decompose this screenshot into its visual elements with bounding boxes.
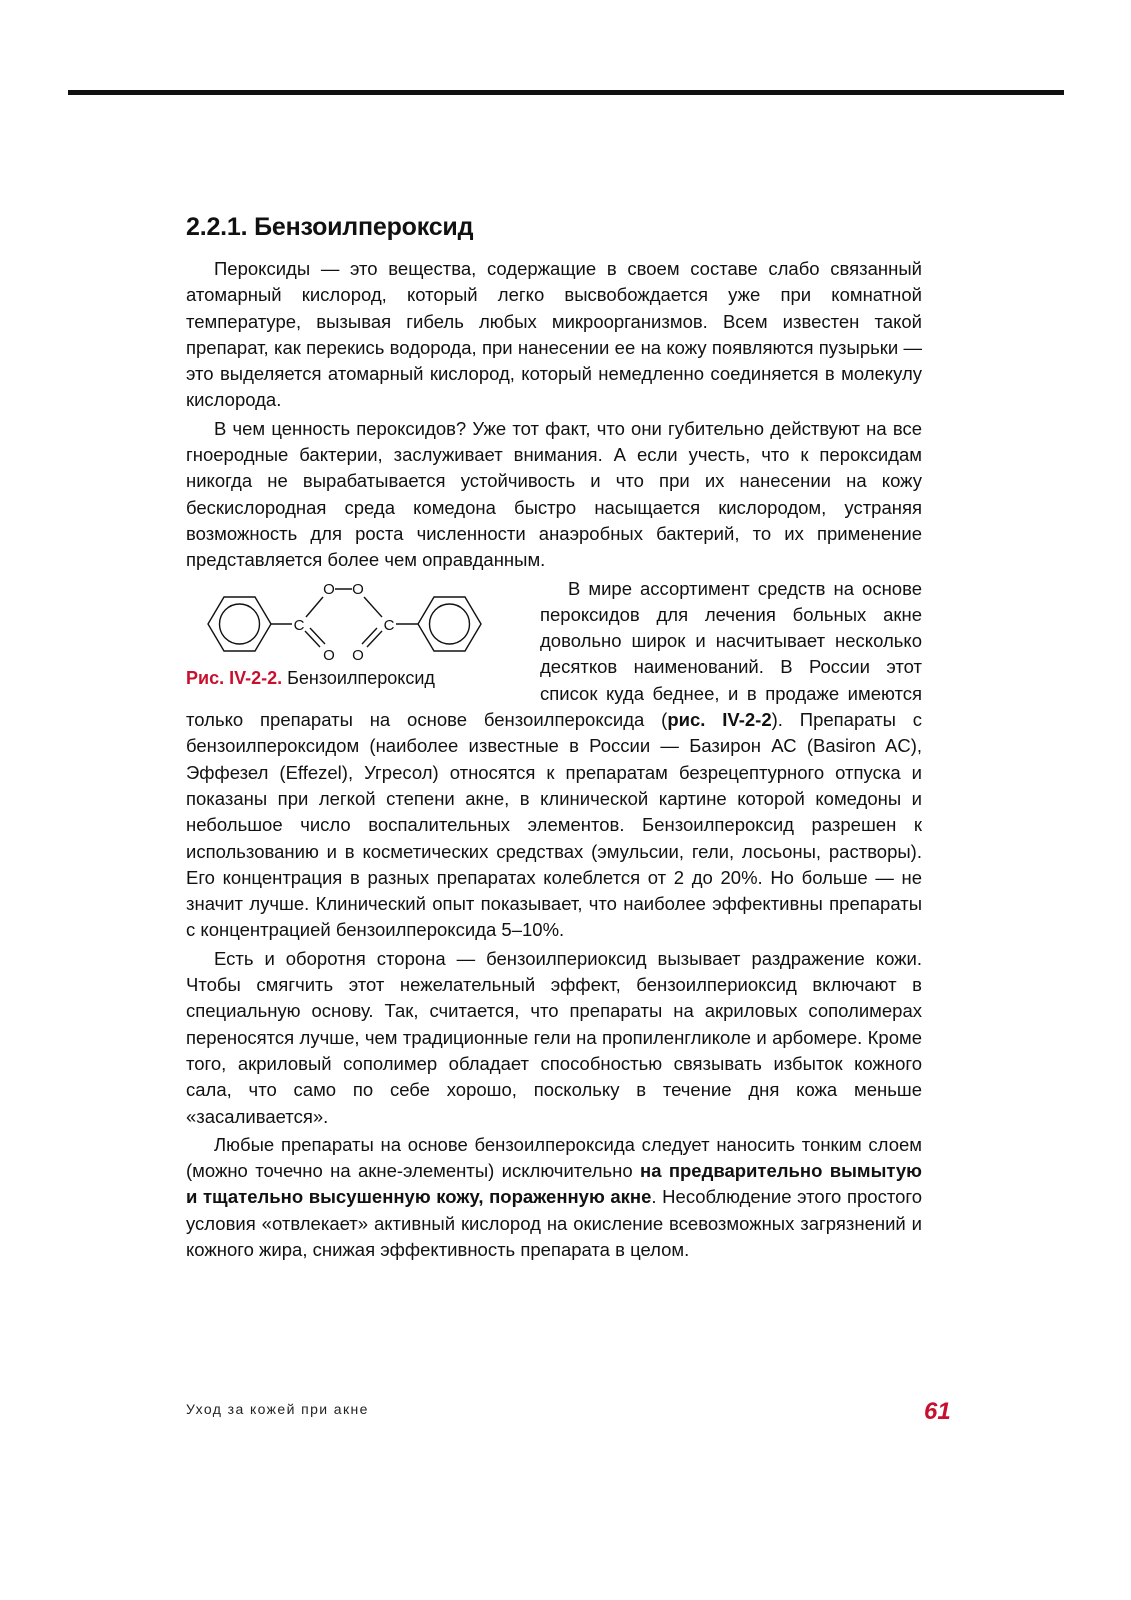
figure-caption [186, 666, 526, 690]
figure-reference[interactable]: рис. IV-2-2 [667, 709, 772, 731]
section-title: 2.2.1. Бензоилпероксид [186, 213, 474, 241]
left-benzene-ring [208, 597, 271, 651]
atom-o4: O [352, 646, 364, 662]
paragraph-3-start: В мире ассортимент средств на основе пероксидов для лечения больных акне довольно широк и насчитывает несколько десятков наименований. В России этот список куда беднее, и в продаже имеются только препараты на основе бензоилпероксида ( [186, 577, 922, 731]
figure-caption-text: Бензоилпероксид [282, 667, 435, 688]
page-number: 61 [924, 1398, 951, 1425]
atom-o3: O [323, 646, 335, 662]
paragraph-1: Пероксиды — это вещества, содержащие в своем составе слабо связанный атомарный кислород, который легко высвобождается уже при комнатной температуре, вызывая гибель любых микроорганизмов. Всем известен такой препарат, как перекись водорода, при нанесении ее на кожу появляются пузырьки — это выделяется атомарный кислород, который немедленно соединяется в молекулу кислорода. [186, 258, 922, 411]
footer-book-title: Уход за кожей при акне [186, 1401, 369, 1417]
paragraph-5-end: . Несоблюдение этого простого условия «отвлекает» активный кислород на окисление всевозможных загрязнений и кожного жира, снижая эффективность препарата в целом. [186, 1186, 923, 1260]
right-aromatic-circle [430, 604, 470, 644]
header-rule [68, 90, 1064, 95]
atom-o1: O [323, 580, 335, 598]
benzoyl-peroxide-structure [186, 580, 526, 662]
figure-benzoyl-peroxide [186, 580, 526, 690]
paragraph-5-start: Любые препараты на основе бензоилпероксида следует наносить тонким слоем (можно точечно на акне-элементы) исключительно [186, 1133, 922, 1182]
page-content [186, 212, 922, 1265]
paragraph-5-emphasis: на предварительно вымытую и тщательно высушенную кожу, пораженную акне [186, 1160, 922, 1208]
paragraph-2: В чем ценность пероксидов? Уже тот факт, что они губительно действуют на все гноеродные бактерии, заслуживает внимания. А если учесть, что к пероксидам никогда не вырабатывается устойчивость и что при их нанесении на кожу бескислородная среда комедона быстро насыщается кислородом, устраняя возможность для роста численности анаэробных бактерий, то их применение представляется более чем оправданным. [186, 417, 922, 571]
right-benzene-ring [418, 597, 481, 651]
atom-c2: C [383, 616, 395, 634]
atom-o2: O [352, 580, 364, 598]
figure-caption-label: Рис. IV-2-2. [186, 667, 283, 688]
paragraph-5 [186, 1132, 922, 1263]
atom-c1: C [293, 616, 305, 634]
paragraph-4: Есть и оборотня сторона — бензоилпериоксид вызывает раздражение кожи. Чтобы смягчить этот нежелательный эффект, бензоилпериоксид включают в специальную основу. Так, считается, что препараты на акриловых сополимерах переносятся лучше, чем традиционные гели на пропиленгликоле и арбомере. Кроме того, акриловый сополимер обладает способностью связывать избыток кожного сала, что само по себе хорошо, поскольку в течение дня кожа меньше «засаливается». [186, 947, 922, 1127]
left-aromatic-circle [220, 604, 260, 644]
paragraph-3-end: ). Препараты с бензоилпероксидом (наиболее известные в России — Базирон АС (Basiron AC), Эффезел (Effezel), Угресол) относятся к препаратам безрецептурного отпуска и показаны при легкой степени акне, в клинической картине которой комедоны и небольшое число воспалительных элементов. Бензоилпероксид разрешен к использованию и в косметических средствах (эмульсии, гели, лосьоны, растворы). Его концентрация в разных препаратах колеблется от 2 до 20%. Но больше — не значит лучше. Клинический опыт показывает, что наиболее эффективны препараты с концентрацией бензоилпероксида 5–10%. [186, 709, 922, 941]
